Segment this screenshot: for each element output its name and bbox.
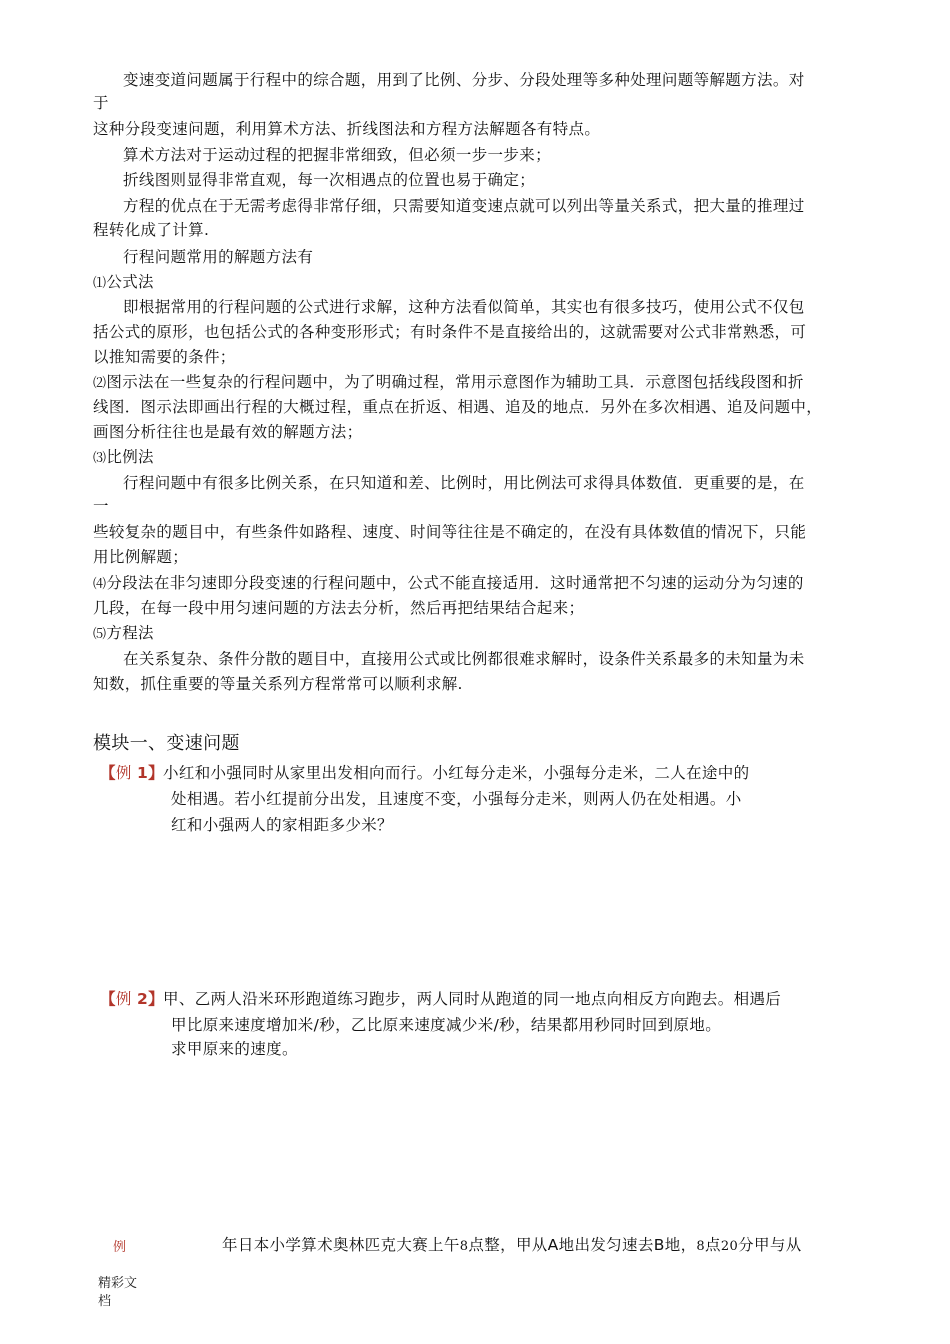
- method-1-marker: ⑴: [93, 276, 107, 291]
- method-5-body-line-1: 在关系复杂、条件分散的题目中，直接用公式或比例都很难求解时，设条件关系最多的未知量为未: [123, 650, 805, 668]
- method-3-body-line-1: 行程问题中有很多比例关系，在只知道和差、比例时，用比例法可求得具体数值．更重要的是，在: [123, 474, 805, 492]
- method-4-marker: ⑷: [93, 577, 107, 592]
- method-2-marker: ⑵: [93, 376, 107, 391]
- method-1-body-line-3: 以推知需要的条件；: [93, 348, 236, 366]
- method-5-marker: ⑸: [93, 627, 107, 642]
- method-3-body-line-4: 用比例解题；: [93, 548, 189, 566]
- example-1-line-2: 处相遇。若小红提前分出发，且速度不变，小强每分走米，则两人仍在处相遇。小: [171, 790, 742, 808]
- method-2-line-2: 线图．图示法即画出行程的大概过程，重点在折返、相遇、追及的地点．另外在多次相遇、追及问题中，: [93, 398, 823, 416]
- methods-title: 行程问题常用的解题方法有: [123, 248, 314, 266]
- method-1-title-text: 公式法: [106, 273, 154, 291]
- example-1-line-3: 红和小强两人的家相距多少米？: [171, 816, 393, 834]
- example-3-line-1: 年日本小学算术奥林匹克大赛上午8点整，甲从A地出发匀速去B地，8点20分甲与从: [222, 1236, 802, 1254]
- method-3-marker: ⑶: [93, 451, 107, 466]
- example-2-line-2: 甲比原来速度增加米/秒，乙比原来速度减少米/秒，结果都用秒同时回到原地。: [171, 1016, 722, 1034]
- method-1-body-line-2: 括公式的原形，也包括公式的各种变形形式；有时条件不是直接给出的，这就需要对公式非常熟悉，可: [93, 323, 807, 341]
- example-2-line-3: 求甲原来的速度。: [171, 1040, 298, 1058]
- method-5-body-line-2: 知数，抓住重要的等量关系列方程常常可以顺利求解.: [93, 675, 463, 693]
- method-5-title-text: 方程法: [106, 624, 154, 642]
- method-1-title: [93, 272, 154, 294]
- method-3-body-line-3: 些较复杂的题目中，有些条件如路程、速度、时间等往往是不确定的，在没有具体数值的情况下，只能: [93, 523, 807, 541]
- intro-line-7: 程转化成了计算.: [93, 221, 210, 239]
- method-4-text-1: 分段法在非匀速即分段变速的行程问题中，公式不能直接适用．这时通常把不匀速的运动分为匀速的: [106, 574, 804, 592]
- method-2-line-1: [93, 372, 804, 394]
- intro-line-6: 方程的优点在于无需考虑得非常仔细，只需要知道变速点就可以列出等量关系式，把大量的推理过: [123, 197, 805, 215]
- footer-line-1: 精彩文: [98, 1276, 138, 1291]
- example-1-line-1: 小红和小强同时从家里出发相向而行。小红每分走米，小强每分走米，二人在途中的: [163, 764, 750, 782]
- method-2-line-3: 画图分析往往也是最有效的解题方法；: [93, 423, 363, 441]
- intro-line-5: 折线图则显得非常直观，每一次相遇点的位置也易于确定；: [123, 171, 536, 189]
- intro-line-3: 这种分段变速问题，利用算术方法、折线图法和方程方法解题各有特点。: [93, 120, 601, 138]
- intro-line-2: 于: [93, 94, 109, 112]
- footer-line-2: 档: [98, 1294, 112, 1309]
- intro-line-1: 变速变道问题属于行程中的综合题，用到了比例、分步、分段处理等多种处理问题等解题方法。对: [123, 71, 805, 89]
- example-2-tag: 【例 2】: [100, 990, 164, 1008]
- method-3-body-line-2: 一: [93, 497, 109, 515]
- intro-line-4: 算术方法对于运动过程的把握非常细致，但必须一步一步来；: [123, 146, 551, 164]
- example-2-line-1: 甲、乙两人沿米环形跑道练习跑步，两人同时从跑道的同一地点向相反方向跑去。相遇后: [163, 990, 782, 1008]
- example-1-tag: 【例 1】: [100, 764, 164, 782]
- method-4-line-1: [93, 573, 804, 595]
- method-1-body-line-1: 即根据常用的行程问题的公式进行求解，这种方法看似简单，其实也有很多技巧，使用公式不仅包: [123, 298, 805, 316]
- example-1-label: [100, 763, 164, 783]
- example-3-label: 例: [113, 1240, 127, 1255]
- module-title: 模块一、变速问题: [93, 733, 240, 754]
- method-3-title: [93, 447, 154, 469]
- footer-note: [98, 1275, 137, 1311]
- method-4-line-2: 几段，在每一段中用匀速问题的方法去分析，然后再把结果结合起来；: [93, 599, 585, 617]
- method-5-title: [93, 623, 154, 645]
- example-2-label: [100, 989, 164, 1009]
- method-3-title-text: 比例法: [106, 448, 154, 466]
- method-2-text-1: 图示法在一些复杂的行程问题中，为了明确过程，常用示意图作为辅助工具．示意图包括线段图和折: [106, 373, 804, 391]
